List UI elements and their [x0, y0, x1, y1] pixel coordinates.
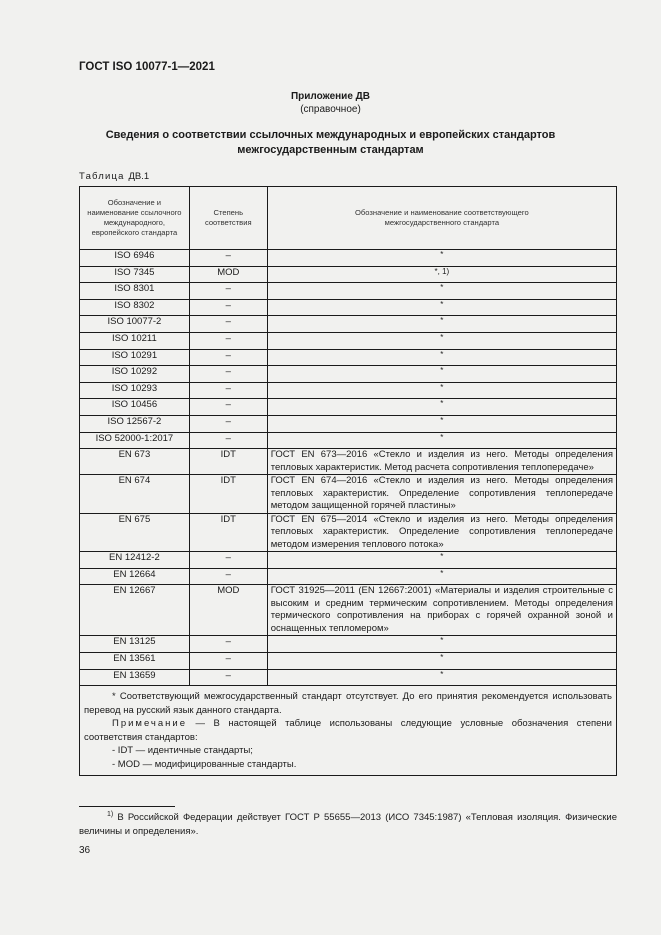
- table-row: [80, 283, 617, 300]
- note-remark: [84, 717, 612, 744]
- section-title-line1: Сведения о соответствии ссылочных международных и европейских стандартов: [105, 129, 556, 141]
- standard-cell: ISO 10211: [80, 332, 190, 349]
- col-header-standard: Обозначение и наименование ссылочного международного, европейского стандарта: [80, 187, 190, 250]
- degree-cell: IDT: [189, 513, 267, 552]
- table-row: [80, 585, 617, 636]
- interstate-cell: *, 1): [267, 266, 616, 283]
- interstate-cell: *: [267, 283, 616, 300]
- degree-cell: –: [189, 366, 267, 383]
- interstate-cell: *: [267, 568, 616, 585]
- degree-cell: –: [189, 652, 267, 669]
- col-header-interstate: Обозначение и наименование соответствующего межгосударственного стандарта: [267, 187, 616, 250]
- degree-cell: –: [189, 552, 267, 569]
- standard-cell: ISO 8302: [80, 299, 190, 316]
- table-row: [80, 332, 617, 349]
- degree-cell: MOD: [189, 266, 267, 283]
- table-row: [80, 636, 617, 653]
- table-row: [80, 382, 617, 399]
- interstate-cell: *: [267, 332, 616, 349]
- table-row: [80, 415, 617, 432]
- interstate-cell: *: [267, 399, 616, 416]
- interstate-cell: *: [267, 366, 616, 383]
- standard-cell: EN 12664: [80, 568, 190, 585]
- standard-cell: ISO 8301: [80, 283, 190, 300]
- degree-cell: –: [189, 382, 267, 399]
- table-row: [80, 552, 617, 569]
- table-row: [80, 449, 617, 475]
- table-label-number: ДВ.1: [128, 171, 150, 182]
- note-star: * Соответствующий межгосударственный стандарт отсутствует. До его принятия рекомендуется использовать перевод на русский язык данного стандарта.: [84, 691, 612, 716]
- interstate-cell: ГОСТ EN 674—2016 «Стекло и изделия из него. Методы определения тепловых характеристик. Определение сопротивления теплопередаче методом защищенной горячей пластины»: [267, 475, 616, 514]
- footnote-rule: [79, 806, 175, 807]
- table-label-word: Таблица: [79, 171, 125, 182]
- interstate-cell: *: [267, 316, 616, 333]
- table-row: [80, 652, 617, 669]
- correspondence-table: [79, 186, 617, 776]
- table-row: [80, 366, 617, 383]
- note-mod: - MOD — модифицированные стандарты.: [112, 758, 297, 770]
- interstate-cell: ГОСТ 31925—2011 (EN 12667:2001) «Материалы и изделия строительные с высоким и средним термическим сопротивлением. Методы определения термического сопротивления на приборах с горячей охранной зоной и оснащенных тепломером»: [267, 585, 616, 636]
- degree-cell: –: [189, 349, 267, 366]
- standard-cell: ISO 10456: [80, 399, 190, 416]
- page-number: 36: [79, 845, 91, 856]
- table-row: [80, 399, 617, 416]
- standard-cell: ISO 52000-1:2017: [80, 432, 190, 449]
- standard-cell: EN 13561: [80, 652, 190, 669]
- degree-cell: –: [189, 568, 267, 585]
- interstate-cell: *: [267, 652, 616, 669]
- standard-cell: ISO 12567-2: [80, 415, 190, 432]
- table-note: [80, 686, 617, 776]
- interstate-cell: *: [267, 669, 616, 686]
- interstate-cell: *: [267, 415, 616, 432]
- footnote-mark: 1): [107, 811, 114, 818]
- standard-cell: EN 674: [80, 475, 190, 514]
- interstate-cell: *: [267, 349, 616, 366]
- standard-cell: ISO 10077-2: [80, 316, 190, 333]
- degree-cell: –: [189, 399, 267, 416]
- degree-cell: –: [189, 432, 267, 449]
- table-label: [79, 171, 149, 182]
- degree-cell: IDT: [189, 475, 267, 514]
- degree-cell: MOD: [189, 585, 267, 636]
- section-title-line2: межгосударственным стандартам: [237, 144, 424, 156]
- degree-cell: –: [189, 299, 267, 316]
- standard-cell: ISO 6946: [80, 250, 190, 267]
- interstate-cell: ГОСТ EN 673—2016 «Стекло и изделия из него. Методы определения тепловых характеристик. Метод расчета сопротивления теплопередаче»: [267, 449, 616, 475]
- standard-cell: ISO 10293: [80, 382, 190, 399]
- standard-cell: EN 675: [80, 513, 190, 552]
- note-text: — В настоящей таблице использованы следующие условные обозначения степени соответствия стандартов:: [84, 718, 612, 743]
- interstate-cell: *: [267, 250, 616, 267]
- degree-cell: IDT: [189, 449, 267, 475]
- footnote-text: В Российской Федерации действует ГОСТ Р 55655—2013 (ИСО 7345:1987) «Тепловая изоляция. Физические величины и определения».: [79, 812, 617, 837]
- appendix-title: Приложение ДВ: [290, 91, 371, 102]
- table-body: [80, 250, 617, 776]
- standard-cell: EN 13125: [80, 636, 190, 653]
- interstate-cell: *: [267, 299, 616, 316]
- degree-cell: –: [189, 669, 267, 686]
- table-row: [80, 568, 617, 585]
- table-note-row: [80, 686, 617, 776]
- degree-cell: –: [189, 332, 267, 349]
- table-row: [80, 513, 617, 552]
- standard-cell: ISO 10291: [80, 349, 190, 366]
- interstate-cell: *: [267, 636, 616, 653]
- footnote: [79, 808, 617, 838]
- table-row: [80, 432, 617, 449]
- standard-cell: EN 12412-2: [80, 552, 190, 569]
- interstate-cell: *: [267, 552, 616, 569]
- standard-cell: EN 12667: [80, 585, 190, 636]
- standard-cell: EN 13659: [80, 669, 190, 686]
- standard-cell: ISO 10292: [80, 366, 190, 383]
- section-title: [0, 128, 661, 158]
- interstate-cell: *: [267, 432, 616, 449]
- table-row: [80, 349, 617, 366]
- col-header-degree: Степень соответствия: [189, 187, 267, 250]
- table-row: [80, 266, 617, 283]
- note-label: Примечание: [112, 718, 187, 730]
- interstate-cell: ГОСТ EN 675—2014 «Стекло и изделия из него. Методы определения тепловых характеристик. Определение сопротивления теплопередаче методом измерения теплового потока»: [267, 513, 616, 552]
- standard-cell: EN 673: [80, 449, 190, 475]
- degree-cell: –: [189, 250, 267, 267]
- table-row: [80, 669, 617, 686]
- degree-cell: –: [189, 316, 267, 333]
- table-row: [80, 475, 617, 514]
- appendix-subtitle: (справочное): [300, 104, 361, 115]
- appendix-heading: [0, 90, 661, 116]
- standard-cell: ISO 7345: [80, 266, 190, 283]
- note-idt: - IDT — идентичные стандарты;: [112, 745, 253, 757]
- degree-cell: –: [189, 636, 267, 653]
- table-row: [80, 250, 617, 267]
- degree-cell: –: [189, 415, 267, 432]
- interstate-cell: *: [267, 382, 616, 399]
- document-code: ГОСТ ISO 10077-1—2021: [79, 61, 215, 73]
- table-row: [80, 316, 617, 333]
- table-row: [80, 299, 617, 316]
- degree-cell: –: [189, 283, 267, 300]
